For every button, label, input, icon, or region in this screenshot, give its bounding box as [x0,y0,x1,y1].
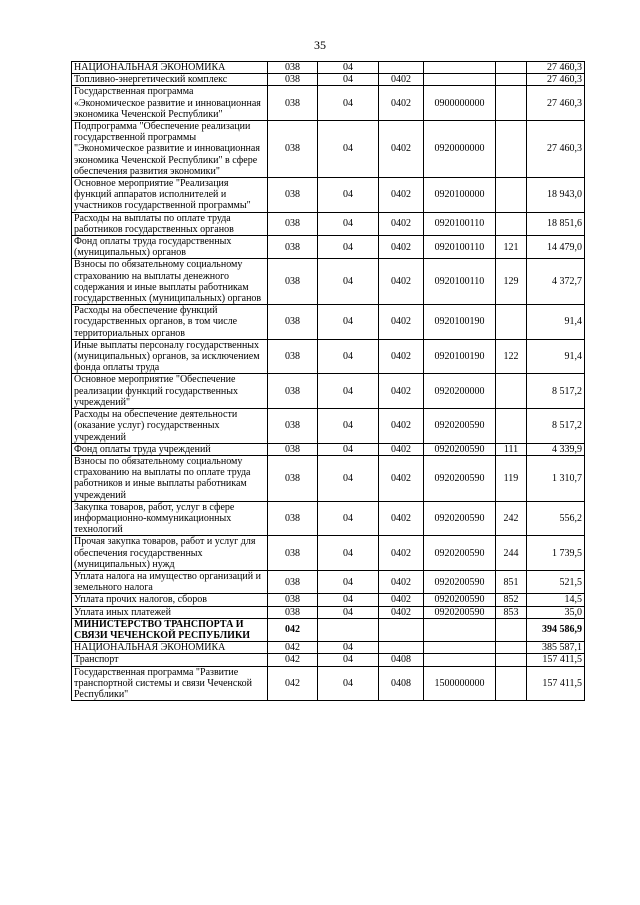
row-pr-cell: 0402 [379,374,424,409]
row-vr-cell: 852 [496,594,527,606]
row-pr-cell: 0402 [379,305,424,340]
row-pr-cell: 0402 [379,455,424,501]
row-ved-cell: 042 [268,654,318,666]
row-ved-cell: 038 [268,536,318,571]
row-csr-cell: 0920200590 [424,409,496,444]
row-name-cell: Расходы на выплаты по оплате труда работников государственных органов [72,212,268,235]
row-pr-cell [379,618,424,641]
table-row [72,618,585,641]
row-rz-cell: 04 [318,501,379,536]
row-sum-cell: 556,2 [527,501,585,536]
row-rz-cell: 04 [318,86,379,121]
row-rz-cell: 04 [318,455,379,501]
row-csr-cell: 0920100000 [424,178,496,213]
row-sum-cell: 8 517,2 [527,409,585,444]
row-pr-cell: 0402 [379,501,424,536]
table-row [72,606,585,618]
row-name-cell: Расходы на обеспечение функций государственных органов, в том числе территориальных органов [72,305,268,340]
row-rz-cell: 04 [318,339,379,374]
row-csr-cell: 0920100110 [424,259,496,305]
row-rz-cell: 04 [318,443,379,455]
row-ved-cell: 038 [268,212,318,235]
row-csr-cell [424,642,496,654]
row-name-cell: МИНИСТЕРСТВО ТРАНСПОРТА И СВЯЗИ ЧЕЧЕНСКОЙ РЕСПУБЛИКИ [72,618,268,641]
row-ved-cell: 038 [268,305,318,340]
row-sum-cell: 27 460,3 [527,74,585,86]
row-name-cell: НАЦИОНАЛЬНАЯ ЭКОНОМИКА [72,62,268,74]
row-name-cell: Фонд оплаты труда учреждений [72,443,268,455]
row-csr-cell: 0920200590 [424,443,496,455]
row-rz-cell: 04 [318,374,379,409]
table-row [72,409,585,444]
row-sum-cell: 91,4 [527,305,585,340]
table-row [72,570,585,593]
row-csr-cell: 0920100190 [424,305,496,340]
row-rz-cell: 04 [318,594,379,606]
row-rz-cell: 04 [318,305,379,340]
row-vr-cell [496,121,527,178]
row-ved-cell: 038 [268,86,318,121]
row-pr-cell: 0402 [379,259,424,305]
row-ved-cell: 038 [268,121,318,178]
row-ved-cell: 038 [268,339,318,374]
row-vr-cell [496,178,527,213]
row-ved-cell: 038 [268,594,318,606]
row-vr-cell [496,654,527,666]
row-sum-cell: 27 460,3 [527,62,585,74]
row-rz-cell: 04 [318,74,379,86]
row-sum-cell: 1 739,5 [527,536,585,571]
row-csr-cell: 0920200000 [424,374,496,409]
row-name-cell: Иные выплаты персоналу государственных (муниципальных) органов, за исключением фонда оплаты труда [72,339,268,374]
table-row [72,259,585,305]
table-row [72,339,585,374]
row-csr-cell: 0920200590 [424,501,496,536]
row-csr-cell [424,618,496,641]
row-rz-cell: 04 [318,62,379,74]
row-csr-cell: 0920200590 [424,536,496,571]
row-csr-cell: 0920200590 [424,594,496,606]
table-row [72,212,585,235]
row-ved-cell: 038 [268,455,318,501]
table-row [72,443,585,455]
row-sum-cell: 27 460,3 [527,121,585,178]
row-pr-cell: 0402 [379,121,424,178]
row-rz-cell: 04 [318,178,379,213]
row-vr-cell [496,374,527,409]
row-sum-cell: 91,4 [527,339,585,374]
row-vr-cell: 122 [496,339,527,374]
row-sum-cell: 14,5 [527,594,585,606]
table-row [72,654,585,666]
budget-table-body [72,62,585,701]
budget-table [71,61,585,701]
table-row [72,62,585,74]
table-row [72,121,585,178]
row-ved-cell: 042 [268,618,318,641]
row-sum-cell: 385 587,1 [527,642,585,654]
row-vr-cell [496,74,527,86]
page-number: 35 [314,38,326,52]
row-rz-cell: 04 [318,212,379,235]
row-pr-cell: 0402 [379,570,424,593]
row-name-cell: Взносы по обязательному социальному страхованию на выплаты по оплате труда работников и иные выплаты работникам учреждений [72,455,268,501]
row-vr-cell [496,305,527,340]
row-ved-cell: 038 [268,259,318,305]
row-pr-cell: 0402 [379,178,424,213]
row-vr-cell [496,409,527,444]
row-csr-cell: 0920100110 [424,236,496,259]
row-sum-cell: 394 586,9 [527,618,585,641]
row-csr-cell: 0920000000 [424,121,496,178]
row-sum-cell: 4 372,7 [527,259,585,305]
row-pr-cell [379,642,424,654]
row-vr-cell [496,212,527,235]
table-row [72,501,585,536]
row-name-cell: Основное мероприятие "Обеспечение реализации функций государственных учреждений" [72,374,268,409]
row-name-cell: Уплата прочих налогов, сборов [72,594,268,606]
row-csr-cell: 0900000000 [424,86,496,121]
row-name-cell: Основное мероприятие "Реализация функций аппаратов исполнителей и участников государственной программы" [72,178,268,213]
row-sum-cell: 157 411,5 [527,654,585,666]
row-name-cell: Транспорт [72,654,268,666]
table-row [72,86,585,121]
row-rz-cell: 04 [318,536,379,571]
row-name-cell: Уплата налога на имущество организаций и земельного налога [72,570,268,593]
table-row [72,642,585,654]
table-row [72,374,585,409]
row-pr-cell: 0402 [379,339,424,374]
row-rz-cell: 04 [318,666,379,701]
row-name-cell: Закупка товаров, работ, услуг в сфере информационно-коммуникационных технологий [72,501,268,536]
row-vr-cell [496,666,527,701]
row-ved-cell: 042 [268,642,318,654]
row-vr-cell: 851 [496,570,527,593]
row-ved-cell: 038 [268,443,318,455]
table-row [72,536,585,571]
row-vr-cell [496,642,527,654]
row-name-cell: Государственная программа «Экономическое развитие и инновационная экономика Чеченской Республики" [72,86,268,121]
row-name-cell: Взносы по обязательному социальному страхованию на выплаты денежного содержания и иные выплаты работникам государственных (муниципальных) органов [72,259,268,305]
row-ved-cell: 038 [268,62,318,74]
row-pr-cell: 0402 [379,409,424,444]
row-sum-cell: 18 943,0 [527,178,585,213]
row-csr-cell: 0920100110 [424,212,496,235]
table-row [72,666,585,701]
row-name-cell: Расходы на обеспечение деятельности (оказание услуг) государственных учреждений [72,409,268,444]
row-vr-cell: 119 [496,455,527,501]
row-rz-cell: 04 [318,259,379,305]
row-vr-cell [496,86,527,121]
row-vr-cell: 853 [496,606,527,618]
row-name-cell: Фонд оплаты труда государственных (муниципальных) органов [72,236,268,259]
row-sum-cell: 157 411,5 [527,666,585,701]
row-pr-cell: 0402 [379,236,424,259]
row-rz-cell: 04 [318,606,379,618]
row-ved-cell: 038 [268,570,318,593]
row-vr-cell [496,618,527,641]
row-name-cell: Уплата иных платежей [72,606,268,618]
row-name-cell: НАЦИОНАЛЬНАЯ ЭКОНОМИКА [72,642,268,654]
table-row [72,305,585,340]
row-pr-cell: 0402 [379,212,424,235]
row-csr-cell [424,62,496,74]
row-vr-cell: 242 [496,501,527,536]
row-csr-cell: 1500000000 [424,666,496,701]
row-name-cell: Государственная программа "Развитие транспортной системы и связи Чеченской Республики" [72,666,268,701]
row-ved-cell: 042 [268,666,318,701]
table-row [72,74,585,86]
row-pr-cell: 0408 [379,666,424,701]
table-row [72,594,585,606]
row-rz-cell: 04 [318,570,379,593]
row-sum-cell: 14 479,0 [527,236,585,259]
row-pr-cell: 0402 [379,606,424,618]
row-vr-cell: 244 [496,536,527,571]
row-name-cell: Прочая закупка товаров, работ и услуг для обеспечения государственных (муниципальных) нужд [72,536,268,571]
row-sum-cell: 27 460,3 [527,86,585,121]
row-ved-cell: 038 [268,74,318,86]
row-name-cell: Подпрограмма "Обеспечение реализации государственной программы "Экономическое развитие и инновационная экономика Чеченской Республики" в сфере обеспечения развития экономики" [72,121,268,178]
row-vr-cell: 129 [496,259,527,305]
row-pr-cell [379,62,424,74]
row-rz-cell: 04 [318,409,379,444]
row-csr-cell: 0920200590 [424,570,496,593]
row-pr-cell: 0402 [379,86,424,121]
row-csr-cell: 0920100190 [424,339,496,374]
row-ved-cell: 038 [268,236,318,259]
row-rz-cell: 04 [318,642,379,654]
row-pr-cell: 0408 [379,654,424,666]
row-sum-cell: 18 851,6 [527,212,585,235]
row-pr-cell: 0402 [379,536,424,571]
table-row [72,455,585,501]
row-csr-cell: 0920200590 [424,606,496,618]
row-csr-cell [424,74,496,86]
row-rz-cell [318,618,379,641]
row-sum-cell: 4 339,9 [527,443,585,455]
row-rz-cell: 04 [318,121,379,178]
row-vr-cell: 111 [496,443,527,455]
row-ved-cell: 038 [268,178,318,213]
row-csr-cell [424,654,496,666]
row-pr-cell: 0402 [379,594,424,606]
row-vr-cell: 121 [496,236,527,259]
row-ved-cell: 038 [268,606,318,618]
row-sum-cell: 521,5 [527,570,585,593]
row-rz-cell: 04 [318,236,379,259]
row-rz-cell: 04 [318,654,379,666]
row-csr-cell: 0920200590 [424,455,496,501]
row-sum-cell: 1 310,7 [527,455,585,501]
row-name-cell: Топливно-энергетический комплекс [72,74,268,86]
row-pr-cell: 0402 [379,443,424,455]
row-pr-cell: 0402 [379,74,424,86]
table-row [72,178,585,213]
row-sum-cell: 35,0 [527,606,585,618]
row-ved-cell: 038 [268,409,318,444]
row-ved-cell: 038 [268,374,318,409]
row-ved-cell: 038 [268,501,318,536]
row-vr-cell [496,62,527,74]
table-row [72,236,585,259]
row-sum-cell: 8 517,2 [527,374,585,409]
